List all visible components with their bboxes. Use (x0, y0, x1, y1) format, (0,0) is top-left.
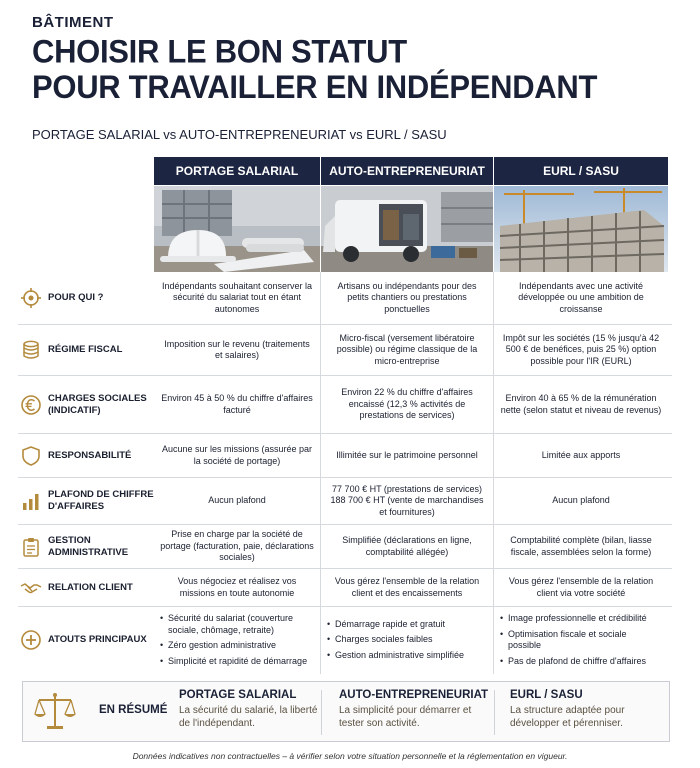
table-row-pour-qui (18, 272, 672, 325)
shield-icon (20, 445, 42, 467)
table-cell (494, 607, 668, 673)
list-item: • Simplicité et rapidité de démarrage (160, 656, 314, 668)
column-header-auto: AUTO-ENTREPRENEURIAT (321, 157, 493, 185)
bar-chart-icon (20, 490, 42, 512)
summary-separator (321, 690, 322, 735)
row-label: RELATION CLIENT (48, 581, 133, 593)
list-item: • Optimisation fiscale et sociale possible (500, 629, 662, 652)
table-row-plafond (18, 478, 672, 525)
table-cell (154, 607, 320, 673)
kicker: BÂTIMENT (32, 14, 114, 31)
table-cell: Environ 22 % du chiffre d'affaires encaissé (12,3 % activités de prestations de services) (341, 387, 473, 421)
title-line-1: CHOISIR LE BON STATUT (32, 32, 407, 70)
row-label: PLAFOND DE CHIFFRE D'AFFAIRES (48, 489, 154, 512)
table-cell: Vous gérez l'ensemble de la relation client et des encaissements (334, 576, 480, 598)
clipboard-icon (20, 536, 42, 558)
table-cell: Environ 45 à 50 % du chiffre d'affaires facturé (161, 393, 313, 415)
table-cell: Vous gérez l'ensemble de la relation client via votre société (508, 576, 654, 598)
table-row-charges-sociales (18, 376, 672, 434)
table-row-relation-client (18, 569, 672, 607)
table-cell: Artisans ou indépendants pour des petits chantiers ou prestations ponctuelles (337, 280, 477, 314)
list-item: • Gestion administrative simplifiée (327, 650, 464, 662)
list-item: • Image professionnelle et crédibilité (500, 613, 662, 625)
scales-icon (33, 690, 77, 734)
summary-box (22, 681, 670, 742)
list-item: • Sécurité du salariat (couverture sociale, chômage, retraite) (160, 613, 314, 636)
table-cell: Indépendants avec une activité développée ou une ambition de croissanse (518, 280, 644, 314)
summary-separator (494, 690, 495, 735)
table-cell: Aucun plafond (552, 495, 610, 506)
list-item: • Démarrage rapide et gratuit (327, 619, 464, 631)
table-cell (321, 607, 493, 673)
table-cell: Micro-fiscal (versement libératoire possible) ou régime classique de la micro-entreprise (336, 332, 478, 366)
row-label: POUR QUI ? (48, 292, 104, 303)
list-item: • Zéro gestion administrative (160, 640, 314, 652)
row-label: GESTION ADMINISTRATIVE (48, 534, 129, 558)
table-cell: Vous négociez et réalisez vos missions en toute autonomie (177, 576, 297, 598)
table-cell: 77 700 € HT (prestations de services) 188 700 € HT (vente de marchandises et fournitures) (330, 483, 484, 517)
subtitle: PORTAGE SALARIAL vs AUTO-ENTREPRENEURIAT vs EURL / SASU (32, 127, 447, 142)
table-cell: Prise en charge par la société de portage (facturation, paie, déclarations sociales) (160, 529, 314, 563)
column-header-eurl: EURL / SASU (494, 157, 668, 185)
row-label: RÉGIME FISCAL (48, 344, 123, 355)
summary-title: EURL / SASU (510, 689, 583, 701)
list-item: • Charges sociales faibles (327, 634, 464, 646)
summary-label: EN RÉSUMÉ (99, 704, 168, 716)
table-cell: Limitée aux apports (541, 449, 621, 460)
table-cell: Environ 40 à 65 % de la rémunération nette (selon statut et niveau de revenus) (500, 393, 662, 415)
footnote: Données indicatives non contractuelles – à vérifier selon votre situation personnelle et la réglementation en vigueur. (132, 751, 568, 761)
summary-title: AUTO-ENTREPRENEURIAT (339, 689, 489, 701)
plus-circle-icon (20, 629, 42, 651)
table-cell: Impôt sur les sociétés (15 % jusqu'à 42 500 € de benéfices, puis 25 %) option possible pour l'IR (EURL) (502, 332, 660, 366)
table-cell: Simplifiée (déclarations en ligne, comptabilité allégée) (342, 535, 472, 557)
summary-eurl (510, 689, 660, 730)
handshake-icon (20, 577, 42, 599)
coins-icon (20, 339, 42, 361)
table-row-gestion (18, 525, 672, 569)
list-item: • Pas de plafond de chiffre d'affaires (500, 656, 662, 668)
table-cell: Comptabilité complète (bilan, liasse fiscale, assemblées selon la forme) (510, 535, 652, 557)
table-cell: Illimitée sur le patrimoine personnel (336, 449, 478, 460)
summary-text: La simplicité pour démarrer et tester son activité. (339, 705, 472, 729)
summary-portage (179, 689, 319, 730)
row-label: RESPONSABILITÉ (48, 449, 132, 461)
table-row-regime-fiscal (18, 325, 672, 376)
summary-text: La structure adaptée pour développer et pérenniser. (510, 705, 625, 729)
euro-icon (20, 394, 42, 416)
table-row-responsabilite (18, 434, 672, 478)
van-tools-image (321, 186, 493, 272)
summary-title: PORTAGE SALARIAL (179, 689, 297, 701)
table-cell: Aucun plafond (208, 495, 266, 506)
table-cell: Imposition sur le revenu (traitements et salaires) (164, 338, 310, 360)
building-construction-image (494, 186, 668, 272)
target-icon (20, 287, 42, 309)
title-line-2: POUR TRAVAILLER EN INDÉPENDANT (32, 68, 598, 106)
page-title (32, 34, 597, 105)
row-label: ATOUTS PRINCIPAUX (48, 634, 147, 645)
summary-text: La sécurité du salarié, la liberté de l'indépendant. (179, 705, 318, 729)
column-header-portage: PORTAGE SALARIAL (154, 157, 320, 185)
row-label: CHARGES SOCIALES (INDICATIF) (48, 392, 147, 416)
table-cell: Aucune sur les missions (assurée par la société de portage) (161, 444, 313, 466)
table-cell: Indépendants souhaitant conserver la sécurité du salariat tout en étant autonomes (161, 280, 313, 314)
helmet-blueprints-image (154, 186, 320, 272)
table-row-atouts (18, 607, 672, 674)
summary-auto (339, 689, 489, 730)
